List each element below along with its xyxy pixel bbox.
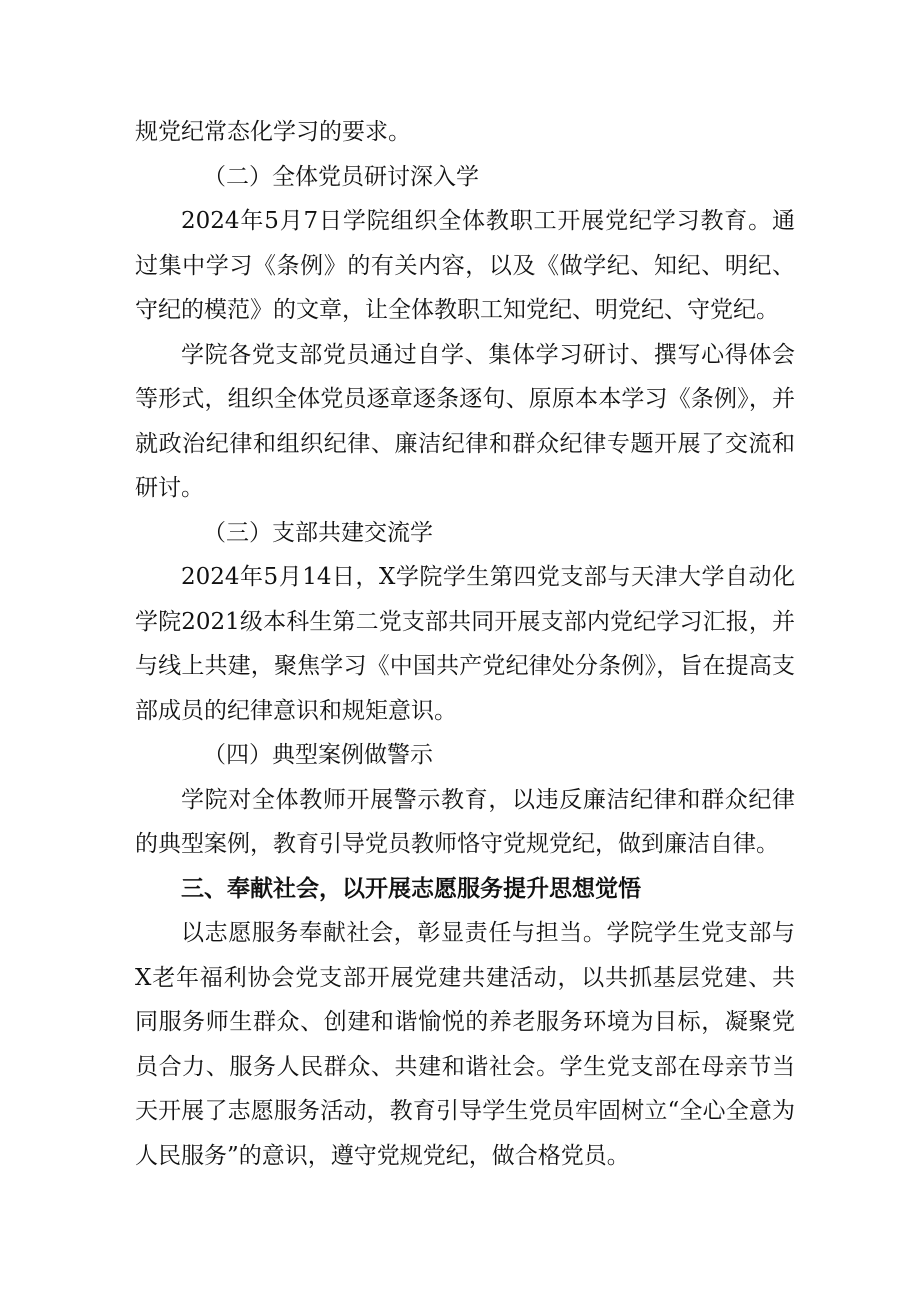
document-body — [135, 110, 795, 1178]
paragraph-body: 以志愿服务奉献社会，彰显责任与担当。学院学生党支部与X老年福利协会党支部开展党建共建活动，以共抓基层党建、共同服务师生群众、创建和谐愉悦的养老服务环境为目标，凝聚党员合力、服务人民群众、共建和谐社会。学生党支部在母亲节当天开展了志愿服务活动，教育引导学生党员牢固树立“全心全意为人民服务”的意识，遵守党规党纪，做合格党员。 — [135, 920, 795, 1169]
section-heading-3: 三、奉献社会，以开展志愿服务提升思想觉悟 — [181, 874, 641, 902]
paragraph-body: 2024年5月14日，X学院学生第四党支部与天津大学自动化学院2021级本科生第二党支部共同开展支部内党纪学习汇报，并与线上共建，聚焦学习《中国共产党纪律处分条例》，旨在提高支部成员的纪律意识和规矩意识。 — [135, 564, 795, 724]
paragraph-body: 学院对全体教师开展警示教育，以违反廉洁纪律和群众纪律的典型案例，教育引导党员教师恪守党规党纪，做到廉洁自律。 — [135, 786, 795, 857]
paragraph-body: 学院各党支部党员通过自学、集体学习研讨、撰写心得体会等形式，组织全体党员逐章逐条逐句、原原本本学习《条例》，并就政治纪律和组织纪律、廉洁纪律和群众纪律专题开展了交流和研讨。 — [135, 341, 795, 501]
paragraph-body: 2024年5月7日学院组织全体教职工开展党纪学习教育。通过集中学习《条例》的有关内容，以及《做学纪、知纪、明纪、守纪的模范》的文章，让全体教职工知党纪、明党纪、守党纪。 — [135, 208, 795, 323]
subheading-3: （三）支部共建交流学 — [203, 519, 433, 546]
paragraph-continuation: 规党纪常态化学习的要求。 — [135, 119, 411, 145]
subheading-2: （二）全体党员研讨深入学 — [203, 163, 479, 190]
subheading-4: （四）典型案例做警示 — [203, 742, 433, 768]
